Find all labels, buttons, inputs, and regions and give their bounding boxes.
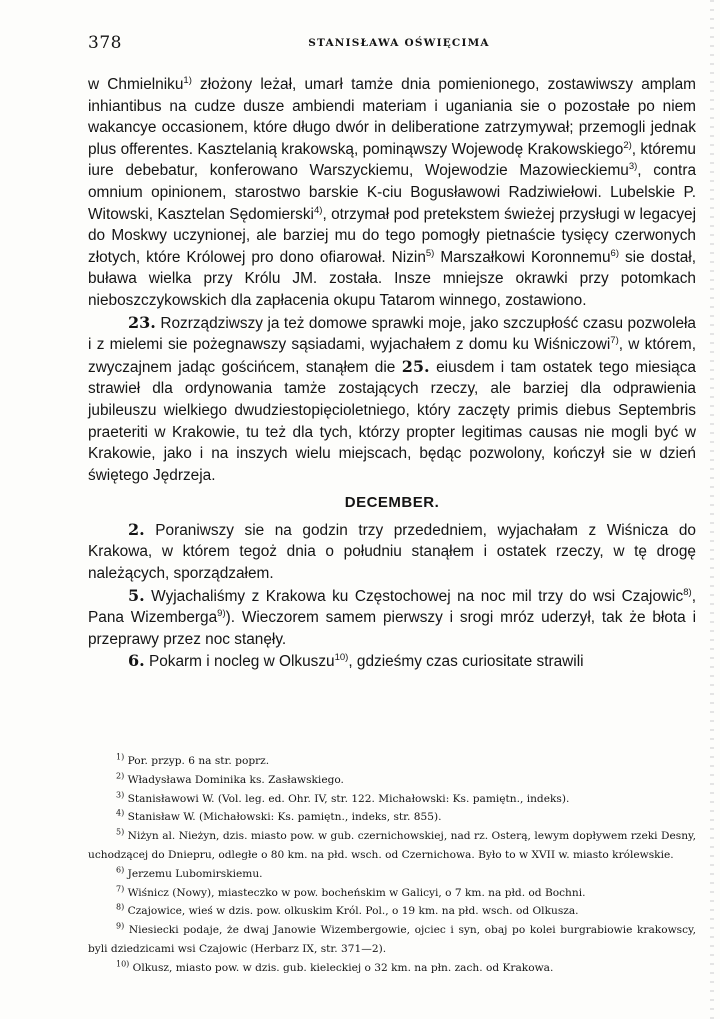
footnote — [88, 921, 696, 959]
entry-date-number: 6. — [128, 651, 145, 671]
footnote — [88, 865, 696, 884]
text-run: Marszałkowi Koronnemu — [434, 248, 611, 266]
footnote-mark: 1) — [116, 752, 125, 762]
section-heading: DECEMBER. — [344, 494, 440, 512]
footnote-mark: 4) — [116, 808, 125, 818]
footnote — [88, 959, 696, 978]
text-run: ). Wieczorem samem pierwszy i srogi mróz uderzył, tak że błota i przeprawy przez noc stanęły. — [88, 609, 696, 648]
footnote-reference[interactable]: 10) — [334, 652, 349, 664]
footnote-reference[interactable]: 9) — [217, 608, 226, 620]
text-run: złożony leżał, umarł tamże dnia pomienionego, zostawiwszy amplam inhiantibus na cudze dusze ambiendi materiam i uganiania sie o pozostałe po niem wakancye occasionem, które długo dwór in deliberatione zatrzymywał; przemogli jednak plus offerentes. Kasztelanią krakowską, pominąwszy Wojewodę Krakowskiego — [88, 76, 696, 158]
footnote-text: Wiśnicz (Nowy), miasteczko w pow. bocheńskim w Galicyi, o 7 km. na płd. od Bochni. — [124, 886, 586, 899]
footnote-reference[interactable]: 5) — [425, 247, 435, 259]
text-run: , contra omnium opinionem, starostwo barskie K-ciu Bogusławowi Radziwiełowi. Lubelskie P. Witowski, Kasztelan Sędomierski — [88, 162, 697, 223]
text-run: Rozrządziwszy ja też domowe sprawki moje, jako szczupłość czasu pozwoleła i z mielemi sie pożegnawszy sąsiadami, wyjachałem z domu ku Wiśniczowi — [88, 314, 696, 354]
footnote-reference[interactable]: 6) — [610, 247, 619, 259]
footnote-mark: 3) — [116, 790, 125, 800]
running-head: STANISŁAWA OŚWIĘCIMA — [308, 37, 490, 49]
entry-date-number: 2. — [128, 519, 145, 539]
entry-date-number: 23. — [128, 312, 156, 332]
footnote — [88, 902, 696, 921]
footnote-text: Niżyn al. Nieżyn, dzis. miasto pow. w gub. czernichowskiej, nad rz. Osterą, lewym dopływem rzeki Desny, uchodzącej do Dniepru, odległe o 80 km. na płd. wsch. od Czernichowa. Było to w XVII w. miasto królewskie. — [88, 830, 696, 861]
footnote-mark: 7) — [116, 884, 125, 894]
footnote-text: Niesiecki podaje, że dwaj Janowie Wizembergowie, ojciec i syn, obaj po kolei burgrabiowie krakowscy, byli dziedzicami wsi Czajowic (Herbarz IX, str. 371—2). — [88, 924, 696, 955]
scan-margin-speckle — [710, 0, 714, 1019]
entry-date-number: 25. — [401, 356, 430, 376]
footnote-reference[interactable]: 4) — [313, 204, 323, 216]
main-text — [88, 74, 696, 673]
footnote-text: Stanisław W. (Michałowski: Ks. pamiętn., indeks, str. 855). — [124, 811, 442, 824]
text-run: sie dostał, buława wielka przy Królu JM. została. Insze mniejsze okrawki przy potomkach nieboszczykowskich dla zapłacenia okupu Tatarom winnego, zostawiono. — [88, 248, 696, 309]
paragraph — [88, 519, 696, 585]
footnote — [88, 771, 696, 790]
footnote-reference[interactable]: 8) — [683, 586, 692, 598]
footnotes — [88, 752, 696, 978]
footnote-mark: 2) — [116, 771, 125, 781]
footnote — [88, 884, 696, 903]
page-header — [88, 33, 698, 53]
footnote — [88, 808, 696, 827]
footnote-mark: 5) — [116, 827, 125, 837]
text-run: Pokarm i nocleg w Olkuszu — [144, 653, 335, 671]
entry-date-number: 5. — [128, 585, 145, 605]
footnote — [88, 790, 696, 809]
footnote-text: Stanisławowi W. (Vol. leg. ed. Ohr. IV, str. 122. Michałowski: Ks. pamiętn., indeks). — [124, 792, 570, 805]
text-run: Wyjachaliśmy z Krakowa ku Częstochowej na noc mil trzy do wsi Czajowic — [144, 587, 684, 605]
text-run: , gdzieśmy czas curiositate strawili — [348, 653, 584, 671]
paragraph — [88, 74, 696, 312]
footnote — [88, 827, 696, 865]
text-run: , otrzymał pod pretekstem świeżej przysługi w legacyej do Moskwy uczynionej, ale barziej mu do tego pomogły pietnaście tysięcy czerwonych złotych, które Królowej pro dono ofiarował. Nizin — [88, 205, 696, 266]
footnote-text: Jerzemu Lubomirskiemu. — [124, 867, 263, 880]
footnote-reference[interactable]: 1) — [183, 74, 192, 86]
text-run: eiusdem i tam ostatek tego miesiąca strawieł dla ordynowania tamże zostających rzeczy, ale barziej dla odprawienia jubileuszu wielkiego dwudziestopięcioletniego, który zaczęty primis diebus Septembris praeteriti w Krakowie, tu też dla tych, którzy propter legitimas causas nie mogli być w Krakowie, jako i na inszych wielu miejscach, będąc pozwolony, kończył sie w dzień świętego Jędrzeja. — [88, 358, 696, 484]
footnote-text: Olkusz, miasto pow. w dzis. gub. kieleckiej o 32 km. na płn. zach. od Krakowa. — [129, 961, 554, 974]
footnote-mark: 10) — [116, 959, 130, 969]
footnote-text: Por. przyp. 6 na str. poprz. — [124, 755, 270, 767]
footnote-text: Czajowice, wieś w dzis. pow. olkuskim Król. Pol., o 19 km. na płd. wsch. od Olkusza. — [124, 905, 579, 918]
footnote-text: Władysława Dominika ks. Zasławskiego. — [124, 773, 344, 786]
footnote-mark: 9) — [116, 921, 125, 931]
text-run: w Chmielniku — [88, 76, 184, 93]
text-run: , któremu iure debebatur, konferowano Warszyckiemu, Wojewodzie Mazowieckiemu — [88, 140, 696, 180]
paragraph — [88, 650, 696, 673]
page-number: 378 — [88, 33, 122, 53]
text-run: , Pana Wizemberga — [88, 587, 696, 627]
footnote-reference[interactable]: 2) — [623, 139, 632, 151]
text-run: Poraniwszy sie na godzin trzy przededniem, wyjachałam z Wiśnicza do Krakowa, w którem tegoż dnia o południu stanąłem i ostatek rzeczy, w tę drogę należących, sporządzałem. — [88, 521, 696, 583]
footnote-mark: 8) — [116, 902, 125, 912]
text-run: , w którem, zwyczajnem jadąc gościńcem, stanąłem die — [88, 336, 696, 376]
footnote-reference[interactable]: 7) — [610, 335, 619, 346]
footnote — [88, 752, 696, 771]
paragraph — [88, 585, 696, 651]
paragraph — [88, 312, 696, 487]
footnote-mark: 6) — [116, 865, 125, 875]
footnote-reference[interactable]: 3) — [628, 161, 638, 173]
